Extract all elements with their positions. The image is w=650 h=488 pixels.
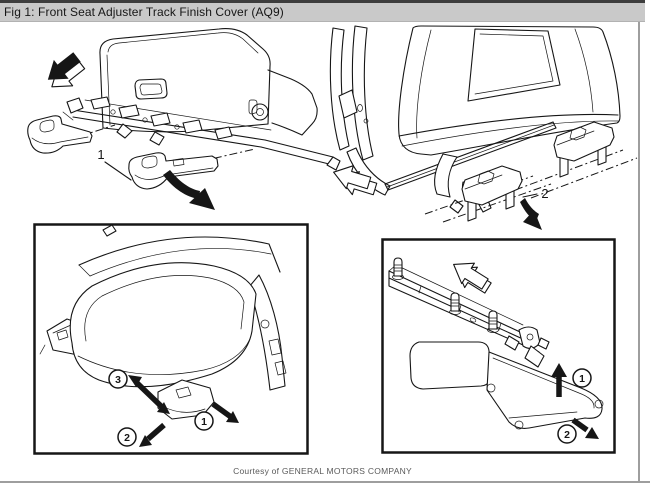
callout-3 bbox=[109, 370, 127, 388]
callout-2 bbox=[523, 186, 549, 201]
callout-1-label: 1 bbox=[579, 373, 585, 385]
callout-1-label: 1 bbox=[97, 147, 105, 162]
remove-direction-arrow-icon bbox=[447, 254, 494, 298]
seat-front-corner-drawing bbox=[40, 225, 286, 390]
remove-direction-arrow-icon bbox=[40, 48, 88, 97]
callout-3-label: 3 bbox=[115, 374, 121, 386]
callout-1-label: 1 bbox=[201, 416, 207, 428]
figure-title-bar bbox=[0, 0, 645, 22]
inset-track-cover-directions bbox=[381, 238, 616, 454]
callout-2-label: 2 bbox=[541, 186, 549, 201]
track-finish-cover-left bbox=[28, 116, 92, 153]
illustration-seat-rear-covers bbox=[325, 26, 640, 238]
callout-2-label: 2 bbox=[124, 432, 130, 444]
figure-title: Fig 1: Front Seat Adjuster Track Finish Cover (AQ9) bbox=[4, 5, 284, 19]
callout-1 bbox=[195, 412, 213, 430]
callout-1 bbox=[97, 147, 131, 180]
callout-2 bbox=[558, 425, 576, 443]
direction-arrow-2-icon bbox=[573, 420, 599, 439]
callout-2-label: 2 bbox=[564, 429, 570, 441]
mounting-studs-drawing bbox=[393, 258, 499, 333]
inset-seat-cover-directions bbox=[33, 223, 309, 455]
direction-arrow-1-icon bbox=[213, 404, 239, 423]
track-finish-cover-near bbox=[462, 166, 522, 221]
curved-arrow-icon bbox=[163, 170, 215, 210]
credit-line: Courtesy of GENERAL MOTORS COMPANY bbox=[233, 466, 412, 476]
bottom-frame-line bbox=[0, 481, 650, 483]
right-frame-line bbox=[638, 22, 640, 482]
seat-frame-bars-drawing bbox=[330, 26, 390, 195]
curved-arrow-icon bbox=[520, 198, 542, 230]
illustration-seat-front-covers bbox=[15, 28, 345, 226]
callout-1 bbox=[573, 369, 591, 387]
callout-2 bbox=[118, 428, 136, 446]
direction-arrow-2-icon bbox=[139, 425, 164, 447]
track-finish-cover-drawing bbox=[410, 342, 603, 429]
